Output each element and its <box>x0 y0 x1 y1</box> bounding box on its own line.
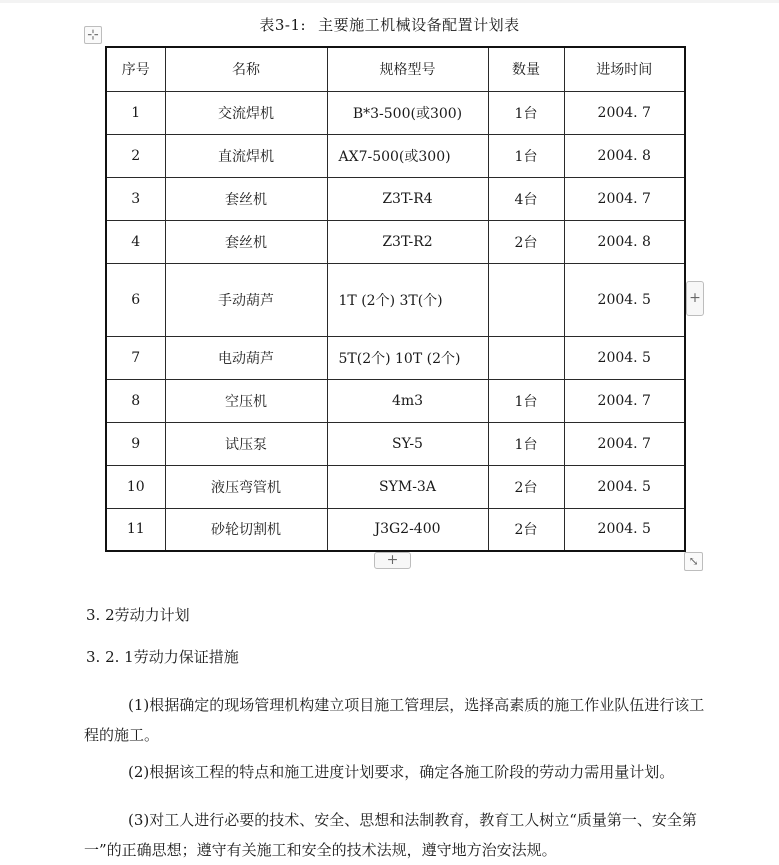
cell-date[interactable]: 2004. 7 <box>564 422 685 465</box>
table-header-row <box>106 47 685 91</box>
cell-no[interactable]: 1 <box>106 91 165 134</box>
add-column-button[interactable]: + <box>686 281 704 316</box>
cell-name[interactable]: 电动葫芦 <box>165 336 327 379</box>
table-row <box>106 379 685 422</box>
cell-no[interactable]: 2 <box>106 134 165 177</box>
cell-spec[interactable]: 5T(2个) 10T (2个) <box>327 336 488 379</box>
cell-qty[interactable]: 1台 <box>488 379 564 422</box>
cell-qty[interactable]: 2台 <box>488 220 564 263</box>
table-row <box>106 465 685 508</box>
cell-name[interactable]: 液压弯管机 <box>165 465 327 508</box>
header-cell-no[interactable]: 序号 <box>106 47 165 91</box>
cell-spec[interactable]: J3G2-400 <box>327 508 488 551</box>
cell-qty[interactable]: 2台 <box>488 465 564 508</box>
cell-qty[interactable]: 2台 <box>488 508 564 551</box>
header-cell-name[interactable]: 名称 <box>165 47 327 91</box>
cell-no[interactable]: 11 <box>106 508 165 551</box>
cell-qty[interactable]: 1台 <box>488 134 564 177</box>
cell-spec[interactable]: B*3-500(或300) <box>327 91 488 134</box>
paragraph-2: (2)根据该工程的特点和施工进度计划要求，确定各施工阶段的劳动力需用量计划。 <box>128 763 675 781</box>
section-heading-labor-measures: 3. 2. 1劳动力保证措施 <box>86 648 239 666</box>
cell-name[interactable]: 手动葫芦 <box>165 263 327 336</box>
cell-no[interactable]: 7 <box>106 336 165 379</box>
cell-name[interactable]: 套丝机 <box>165 220 327 263</box>
cell-date[interactable]: 2004. 5 <box>564 263 685 336</box>
section-heading-labor-plan: 3. 2劳动力计划 <box>86 606 190 624</box>
cell-no[interactable]: 8 <box>106 379 165 422</box>
cell-spec[interactable]: SYM-3A <box>327 465 488 508</box>
cell-no[interactable]: 3 <box>106 177 165 220</box>
cell-spec[interactable]: 4m3 <box>327 379 488 422</box>
cell-date[interactable]: 2004. 5 <box>564 336 685 379</box>
table-row <box>106 91 685 134</box>
cell-name[interactable]: 交流焊机 <box>165 91 327 134</box>
header-cell-spec[interactable]: 规格型号 <box>327 47 488 91</box>
table-row <box>106 422 685 465</box>
table-row <box>106 263 685 336</box>
caption-title: 主要施工机械设备配置计划表 <box>318 16 520 34</box>
table-resize-handle-icon[interactable]: ⤡ <box>684 552 703 571</box>
cell-spec[interactable]: AX7-500(或300) <box>327 134 488 177</box>
header-cell-qty[interactable]: 数量 <box>488 47 564 91</box>
paragraph-1: (1)根据确定的现场管理机构建立项目施工管理层，选择高素质的施工作业队伍进行该工程的施工。 <box>84 696 705 744</box>
table-row <box>106 177 685 220</box>
caption-label: 表3-1: <box>259 16 307 34</box>
cell-no[interactable]: 9 <box>106 422 165 465</box>
page-top-border <box>0 0 779 3</box>
cell-name[interactable]: 空压机 <box>165 379 327 422</box>
cell-date[interactable]: 2004. 7 <box>564 379 685 422</box>
cell-name[interactable]: 试压泵 <box>165 422 327 465</box>
cell-qty[interactable]: 4台 <box>488 177 564 220</box>
cell-date[interactable]: 2004. 8 <box>564 134 685 177</box>
cell-spec[interactable]: 1T (2个) 3T(个) <box>327 263 488 336</box>
cell-date[interactable]: 2004. 5 <box>564 465 685 508</box>
paragraph-3: (3)对工人进行必要的技术、安全、思想和法制教育，教育工人树立“质量第一、安全第一”的正确思想；遵守有关施工和安全的技术法规，遵守地方治安法规。 <box>84 811 697 859</box>
table-move-handle-icon[interactable]: ⊹ <box>84 26 102 44</box>
cell-name[interactable]: 直流焊机 <box>165 134 327 177</box>
cell-date[interactable]: 2004. 5 <box>564 508 685 551</box>
cell-date[interactable]: 2004. 7 <box>564 177 685 220</box>
cell-spec[interactable]: SY-5 <box>327 422 488 465</box>
cell-qty[interactable] <box>488 263 564 336</box>
table-caption <box>0 14 779 35</box>
cell-no[interactable]: 4 <box>106 220 165 263</box>
cell-qty[interactable]: 1台 <box>488 422 564 465</box>
cell-date[interactable]: 2004. 7 <box>564 91 685 134</box>
table-row <box>106 508 685 551</box>
cell-qty[interactable]: 1台 <box>488 91 564 134</box>
header-cell-date[interactable]: 进场时间 <box>564 47 685 91</box>
cell-qty[interactable] <box>488 336 564 379</box>
table-row <box>106 134 685 177</box>
cell-name[interactable]: 套丝机 <box>165 177 327 220</box>
cell-spec[interactable]: Z3T-R2 <box>327 220 488 263</box>
cell-date[interactable]: 2004. 8 <box>564 220 685 263</box>
equipment-table <box>105 46 686 552</box>
cell-name[interactable]: 砂轮切割机 <box>165 508 327 551</box>
cell-spec[interactable]: Z3T-R4 <box>327 177 488 220</box>
cell-no[interactable]: 6 <box>106 263 165 336</box>
table-row <box>106 220 685 263</box>
add-row-button[interactable]: + <box>374 552 411 569</box>
table-row <box>106 336 685 379</box>
cell-no[interactable]: 10 <box>106 465 165 508</box>
